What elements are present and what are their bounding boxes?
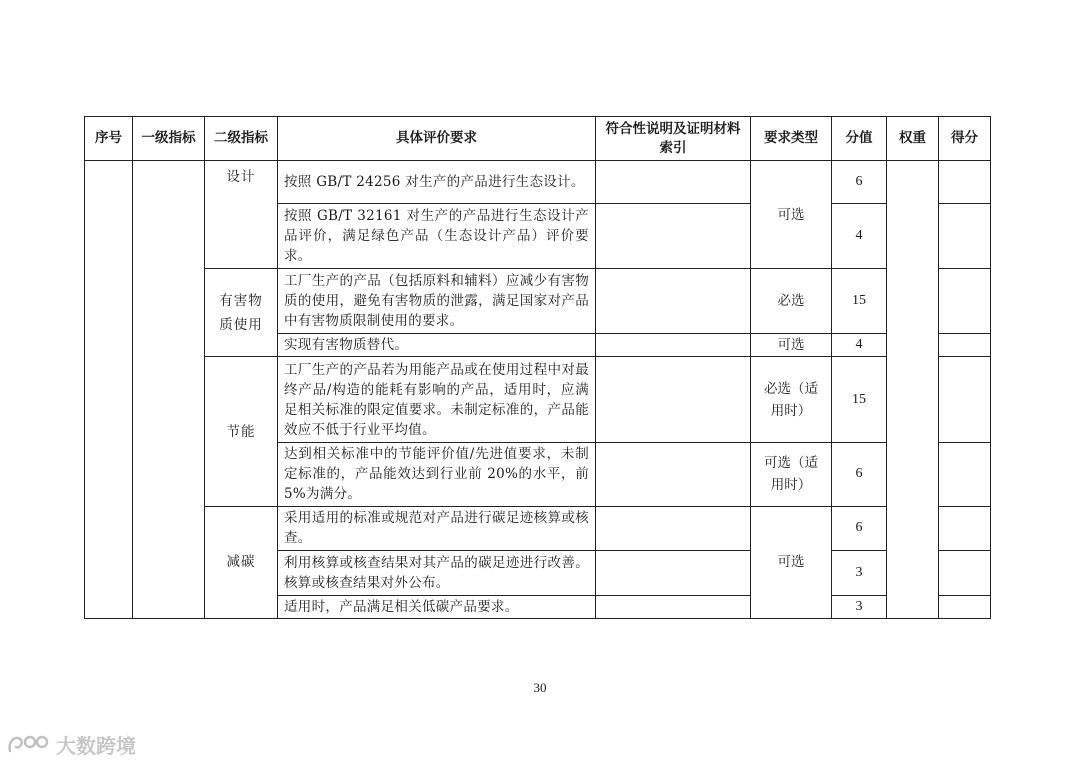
header-seq: 序号 [85, 117, 133, 161]
requirement-cell: 实现有害物质替代。 [278, 334, 596, 357]
score-cell: 3 [832, 595, 887, 618]
score-cell: 6 [832, 161, 887, 204]
requirement-cell: 采用适用的标准或规范对产品进行碳足迹核算或核查。 [278, 506, 596, 550]
score-cell: 15 [832, 357, 887, 442]
level2-hazardous-label: 有害物质使用 [219, 292, 263, 333]
evidence-cell [596, 442, 751, 506]
evidence-cell [596, 506, 751, 550]
table-row [85, 161, 991, 204]
table-row [85, 506, 991, 550]
score-cell: 3 [832, 550, 887, 595]
evaluation-table [84, 116, 991, 619]
earned-cell [939, 595, 991, 618]
page-number: 30 [533, 680, 547, 695]
requirement-cell: 工厂生产的产品若为用能产品或在使用过程中对最终产品/构造的能耗有影响的产品，适用时，应满足相关标准的限定值要求。未制定标准的，产品能效应不低于行业平均值。 [278, 357, 596, 442]
evidence-cell [596, 334, 751, 357]
level2-hazardous [205, 269, 278, 357]
type-cell [751, 357, 832, 442]
type-label: 必选（适用时） [764, 380, 818, 419]
type-cell: 可选 [751, 161, 832, 269]
table-row [85, 357, 991, 442]
weight-cell [887, 161, 939, 619]
seq-cell [85, 161, 133, 619]
requirement-cell: 工厂生产的产品（包括原料和辅料）应减少有害物质的使用，避免有害物质的泄露，满足国家对产品中有害物质限制使用的要求。 [278, 269, 596, 334]
earned-cell [939, 161, 991, 204]
type-cell: 可选 [751, 334, 832, 357]
type-cell [751, 442, 832, 506]
brand-logo-icon [6, 731, 50, 757]
requirement-cell: 利用核算或核查结果对其产品的碳足迹进行改善。核算或核查结果对外公布。 [278, 550, 596, 595]
earned-cell [939, 550, 991, 595]
header-type: 要求类型 [751, 117, 832, 161]
score-cell: 4 [832, 204, 887, 269]
header-weight: 权重 [887, 117, 939, 161]
table-header-row [85, 117, 991, 161]
evidence-cell [596, 161, 751, 204]
evidence-cell [596, 550, 751, 595]
requirement-cell: 按照 GB/T 24256 对生产的产品进行生态设计。 [278, 161, 596, 204]
earned-cell [939, 506, 991, 550]
score-cell: 15 [832, 269, 887, 334]
score-cell: 6 [832, 442, 887, 506]
evidence-cell [596, 269, 751, 334]
score-cell: 6 [832, 506, 887, 550]
level2-design: 设计 [205, 161, 278, 269]
type-cell: 必选 [751, 269, 832, 334]
header-level1: 一级指标 [133, 117, 205, 161]
earned-cell [939, 442, 991, 506]
header-earned: 得分 [939, 117, 991, 161]
evidence-cell [596, 357, 751, 442]
level2-carbon: 减碳 [205, 506, 278, 618]
table-row [85, 269, 991, 334]
level2-energy: 节能 [205, 357, 278, 506]
watermark-text: 大数跨境 [56, 733, 136, 758]
header-level2: 二级指标 [205, 117, 278, 161]
header-requirement: 具体评价要求 [278, 117, 596, 161]
watermark [6, 728, 136, 760]
requirement-cell: 达到相关标准中的节能评价值/先进值要求，未制定标准的，产品能效达到行业前 20%的水平，前 5%为满分。 [278, 442, 596, 506]
requirement-cell: 适用时，产品满足相关低碳产品要求。 [278, 595, 596, 618]
earned-cell [939, 357, 991, 442]
evidence-cell [596, 204, 751, 269]
type-cell: 可选 [751, 506, 832, 618]
header-score: 分值 [832, 117, 887, 161]
earned-cell [939, 269, 991, 334]
earned-cell [939, 334, 991, 357]
score-cell: 4 [832, 334, 887, 357]
level1-cell [133, 161, 205, 619]
earned-cell [939, 204, 991, 269]
evidence-cell [596, 595, 751, 618]
requirement-cell: 按照 GB/T 32161 对生产的产品进行生态设计产品评价，满足绿色产品（生态设计产品）评价要求。 [278, 204, 596, 269]
header-evidence: 符合性说明及证明材料索引 [596, 117, 751, 161]
type-label: 可选（适用时） [764, 455, 818, 494]
